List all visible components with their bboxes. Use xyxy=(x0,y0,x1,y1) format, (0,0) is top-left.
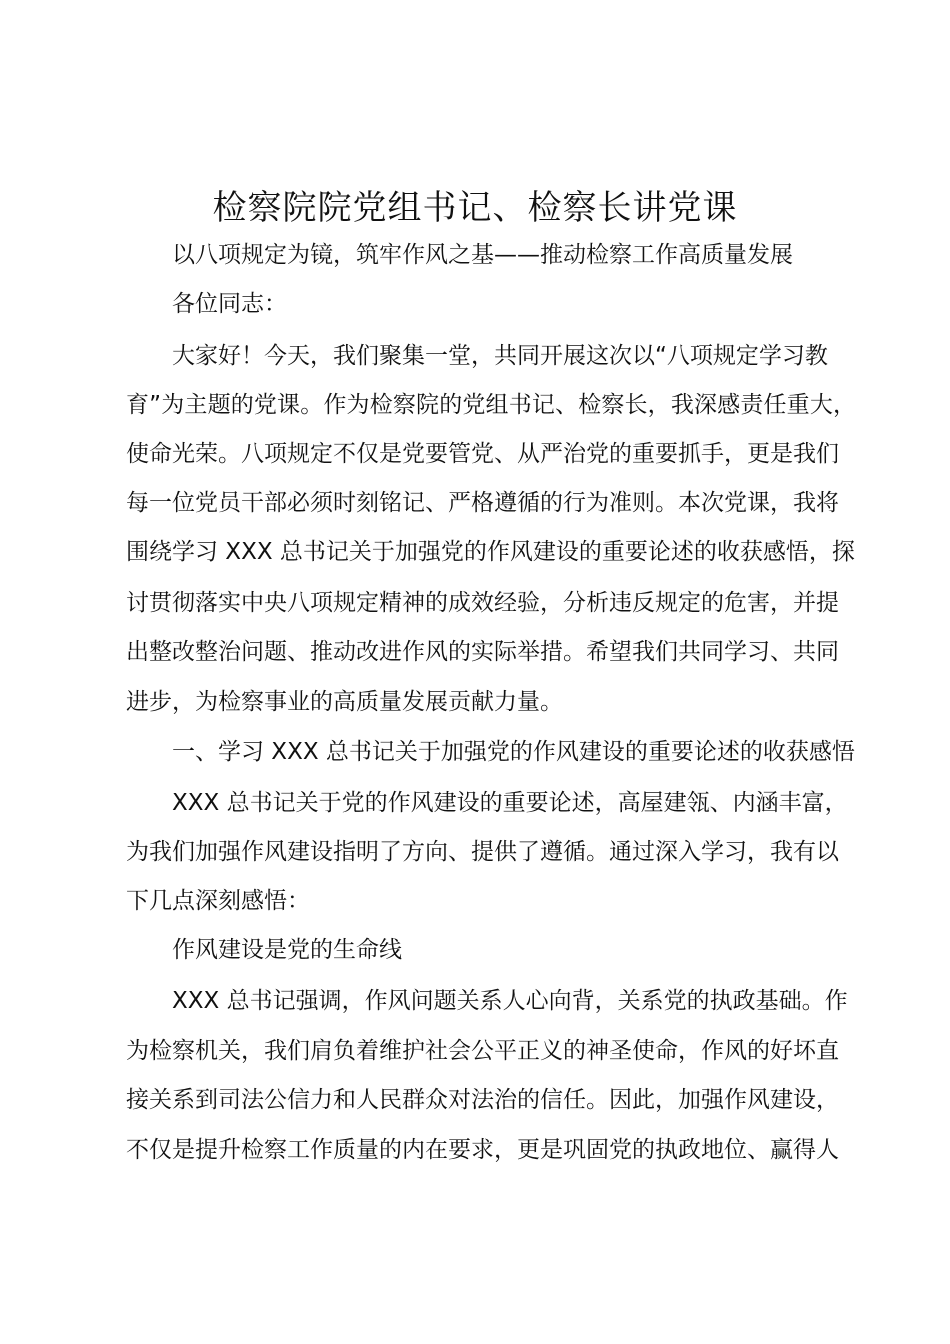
paragraph-line: 育”为主题的党课。作为检察院的党组书记、检察长，我深感责任重大， xyxy=(126,392,856,418)
paragraph-line: 出整改整治问题、推动改进作风的实际举措。希望我们共同学习、共同 xyxy=(126,639,839,665)
paragraph-line: 进步，为检察事业的高质量发展贡献力量。 xyxy=(126,689,563,715)
paragraph-line: 接关系到司法公信力和人民群众对法治的信任。因此，加强作风建设， xyxy=(126,1087,839,1113)
paragraph-line: XXX 总书记关于党的作风建设的重要论述，高屋建瓴、内涵丰富， xyxy=(172,790,848,816)
paragraph-line: 为我们加强作风建设指明了方向、提供了遵循。通过深入学习，我有以 xyxy=(126,839,839,865)
section-heading: 一、学习 XXX 总书记关于加强党的作风建设的重要论述的收获感悟 xyxy=(172,739,855,765)
paragraph-line: XXX 总书记强调，作风问题关系人心向背，关系党的执政基础。作 xyxy=(172,988,848,1014)
salutation: 各位同志： xyxy=(172,291,287,317)
paragraph-line: 大家好！今天，我们聚集一堂，共同开展这次以“八项规定学习教 xyxy=(172,343,828,369)
paragraph-line: 不仅是提升检察工作质量的内在要求，更是巩固党的执政地位、赢得人 xyxy=(126,1137,839,1163)
paragraph-line: 下几点深刻感悟： xyxy=(126,888,310,914)
document-subtitle: 以八项规定为镜，筑牢作风之基——推动检察工作高质量发展 xyxy=(172,242,793,268)
paragraph-line: 使命光荣。八项规定不仅是党要管党、从严治党的重要抓手，更是我们 xyxy=(126,441,839,467)
paragraph-line: 讨贯彻落实中央八项规定精神的成效经验，分析违反规定的危害，并提 xyxy=(126,590,839,616)
document-title: 检察院院党组书记、检察长讲党课 xyxy=(212,188,738,228)
paragraph-line: 为检察机关，我们肩负着维护社会公平正义的神圣使命，作风的好坏直 xyxy=(126,1038,839,1064)
subsection-heading: 作风建设是党的生命线 xyxy=(172,937,402,963)
paragraph-line: 每一位党员干部必须时刻铭记、严格遵循的行为准则。本次党课，我将 xyxy=(126,490,839,516)
paragraph-line: 围绕学习 XXX 总书记关于加强党的作风建设的重要论述的收获感悟，探 xyxy=(126,539,855,565)
